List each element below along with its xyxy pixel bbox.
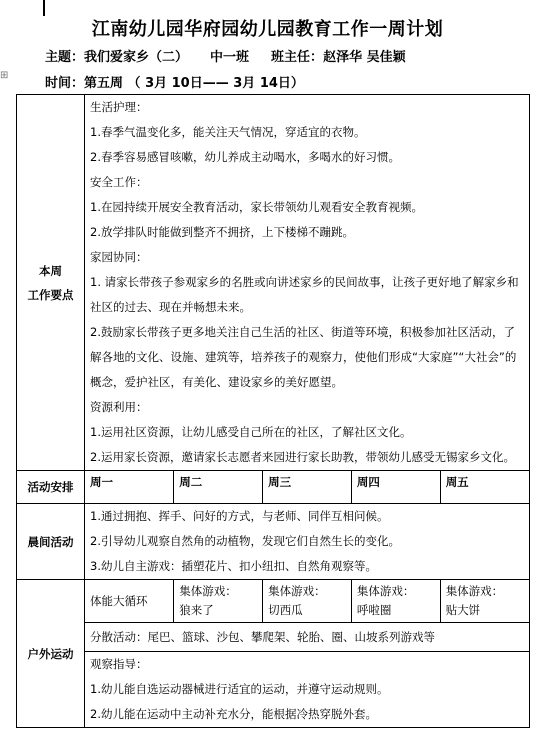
focus-item: 2.放学排队时能做到整齐不拥挤，上下楼梯不蹦跳。	[90, 225, 354, 239]
section-heading: 安全工作：	[90, 175, 148, 189]
outdoor-group: 分散活动：尾巴、篮球、沙包、攀爬架、轮胎、圈、山坡系列游戏等	[85, 623, 529, 652]
section-heading: 资源利用：	[90, 400, 148, 414]
focus-item: 1.春季气温变化多，能关注天气情况，穿适宜的衣物。	[90, 125, 366, 139]
time-value: 第五周 （ 3月 10日—— 3月 14日）	[84, 76, 304, 91]
guide-item: 2.幼儿能在运动中主动补充水分，能根据冷热穿脱外套。	[90, 707, 377, 721]
class-name: 中一班	[210, 50, 250, 65]
morning-row	[17, 504, 530, 580]
focus-item: 1.在园持续开展安全教育活动，家长带领幼儿观看安全教育视频。	[90, 200, 423, 214]
weekday-thu: 周四	[351, 471, 440, 503]
section-heading: 家园协同：	[90, 250, 148, 264]
game-tue: 集体游戏： 狼来了	[174, 580, 263, 623]
morning-content	[85, 504, 530, 580]
weekday-header	[85, 471, 529, 503]
teacher-names: 赵泽华 吴佳颖	[323, 50, 406, 65]
morning-item: 3.幼儿自主游戏：插塑花片、扣小纽扣、自然角观察等。	[90, 559, 377, 573]
focus-item: 1.运用社区资源，让幼儿感受自己所在的社区，了解社区文化。	[90, 425, 412, 439]
outdoor-label: 户外运动	[17, 580, 85, 728]
teacher-label: 班主任：	[271, 50, 324, 65]
game-mon: 体能大循环	[85, 580, 174, 623]
game-thu: 集体游戏： 呼啦圈	[351, 580, 440, 623]
time-line	[45, 72, 304, 91]
schedule-row	[17, 471, 530, 504]
morning-item: 2.引导幼儿观察自然角的动植物，发现它们自然生长的变化。	[90, 534, 400, 548]
focus-item: 2.春季容易感冒咳嗽，幼儿养成主动喝水，多喝水的好习惯。	[90, 150, 400, 164]
text-cursor	[43, 0, 45, 16]
focus-content	[85, 95, 530, 471]
table-move-handle-icon[interactable]: ⊞	[0, 70, 9, 81]
theme-line	[45, 46, 406, 65]
theme-value: 我们爱家乡（二）	[84, 50, 189, 65]
section-heading: 生活护理：	[90, 100, 148, 114]
morning-label: 晨间活动	[17, 504, 85, 580]
weekday-mon: 周一	[85, 471, 174, 503]
weekday-tue: 周二	[174, 471, 263, 503]
plan-table	[16, 94, 530, 728]
document-title: 江南幼儿园华府园幼儿园教育工作一周计划	[91, 19, 444, 40]
time-label: 时间：	[45, 76, 85, 91]
game-fri: 集体游戏： 贴大饼	[445, 584, 504, 617]
focus-label: 本周 工作要点	[17, 95, 85, 471]
schedule-label: 活动安排	[17, 471, 85, 504]
outdoor-games	[85, 580, 529, 623]
weekday-wed: 周三	[263, 471, 352, 503]
weekday-fri: 周五	[445, 475, 469, 489]
morning-item: 1.通过拥抱、挥手、问好的方式，与老师、同伴互相问候。	[90, 509, 389, 523]
guide-heading: 观察指导：	[90, 657, 148, 671]
focus-item: 2.鼓励家长带孩子更多地关注自己生活的社区、街道等环境，积极参加社区活动，了解各地的文化、设施、建筑等，培养孩子的观察力，使他们形成“大家庭”“大社会”的概念，爱护社区，有美化、建设家乡的美好愿望。	[90, 325, 517, 389]
plan-table-wrapper	[16, 94, 530, 745]
focus-row	[17, 95, 530, 471]
game-wed: 集体游戏： 切西瓜	[263, 580, 352, 623]
focus-item: 1. 请家长带孩子参观家乡的名胜或向讲述家乡的民间故事，让孩子更好地了解家乡和社区的过去、现在并畅想未来。	[90, 275, 519, 314]
focus-item: 2.运用家长资源，邀请家长志愿者来园进行家长助教，带领幼儿感受无锡家乡文化。	[90, 450, 515, 464]
outdoor-row	[17, 580, 530, 728]
theme-label: 主题：	[45, 50, 85, 65]
outdoor-guide	[85, 652, 529, 727]
guide-item: 1.幼儿能自选运动器械进行适宜的运动，并遵守运动规则。	[90, 682, 389, 696]
